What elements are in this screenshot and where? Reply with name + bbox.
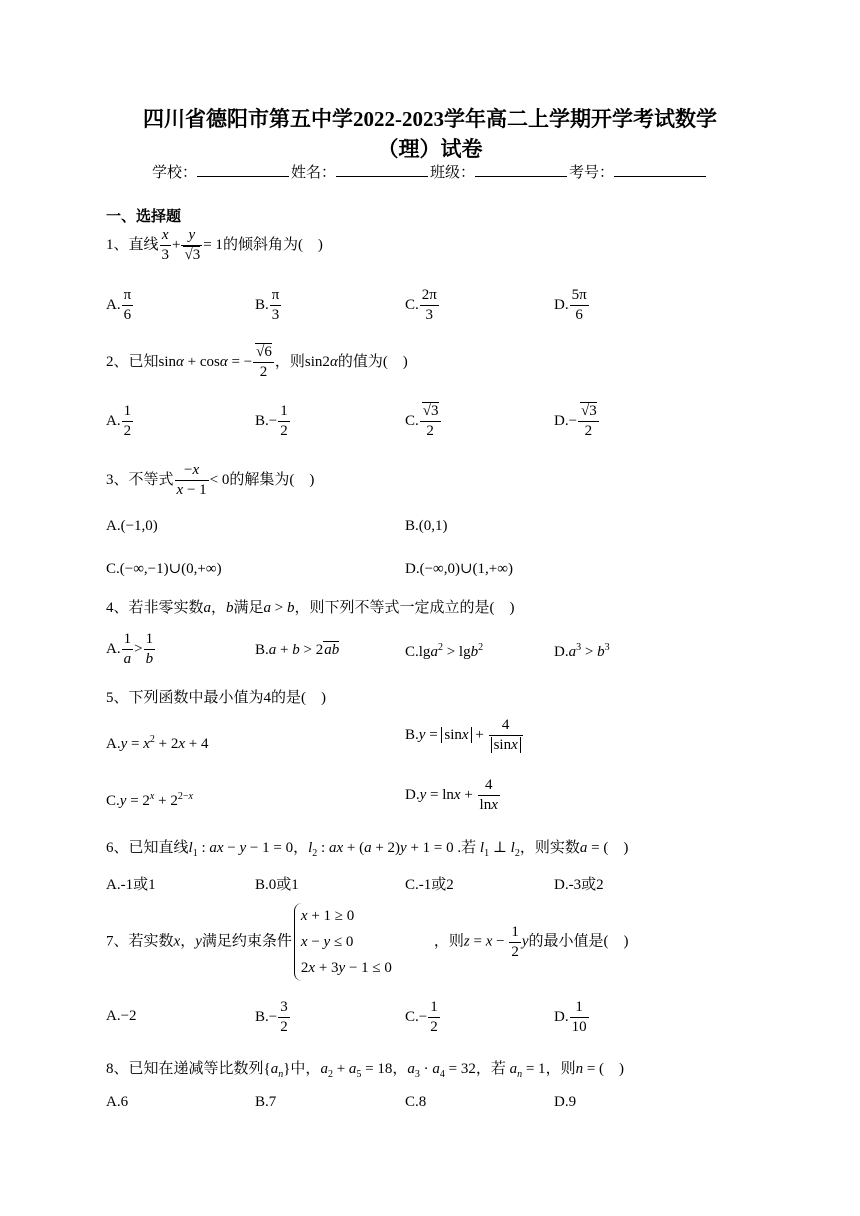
q2-option-c[interactable]: C. $\frac{√3}{2}$ [405, 403, 439, 439]
q2-option-b[interactable]: B.− $\frac{1}{2}$ [255, 403, 288, 439]
student-info-line [0, 161, 860, 182]
question-6: 6、已知直线$l_1$ : ax − y − 1 = 0，$l_2$ : ax + (a + 2)y + 1 = 0 .若 $l_1$ ⊥ $l_2$，则实数a = ( ) [106, 840, 629, 859]
q4-option-c[interactable]: C.lga$^2$ > lgb$^2$ [405, 642, 484, 660]
q3-option-c[interactable]: C.(−∞,−1)∪(0,+∞) [106, 561, 222, 577]
q1-option-b[interactable]: B. $\frac{\pi}{3}$ [255, 287, 280, 323]
question-1: 1、直线 $\frac{x}{3}$ + $\frac{y}{√3}$ = 1的倾斜角为( ) [106, 227, 323, 263]
question-2: 2、已知sinα + cosα = − $\frac{√6}{2}$ ，则sin2α的值为( ) [106, 344, 408, 380]
q6-option-b[interactable]: B.0或1 [255, 877, 299, 893]
q2-option-a[interactable]: A. $\frac{1}{2}$ [106, 403, 132, 439]
question-7: 7、若实数x，y满足约束条件 x + 1 ≥ 0 x − y ≤ 0 2x + 3y − 1 ≤ 0 ，则z = x − $\frac{1}{2}$ y的最小值是( ) [106, 903, 629, 981]
q6-option-c[interactable]: C.-1或2 [405, 877, 454, 893]
q8-option-d[interactable]: D.9 [554, 1094, 577, 1110]
q1-option-a[interactable]: A. $\frac{\pi}{6}$ [106, 287, 132, 323]
question-3: 3、不等式 $\frac{-x}{x - 1}$ < 0的解集为( ) [106, 462, 315, 498]
q7-option-c[interactable]: C.− $\frac{1}{2}$ [405, 999, 438, 1035]
q1-option-d[interactable]: D. $\frac{5\pi}{6}$ [554, 287, 587, 323]
question-8: 8、已知在递减等比数列$\{a_n\}$中，$a_2 + a_5 = 18$，$a_3 \cdot a_4 = 32$，若 $a_n = 1$，则n = ( ) [106, 1061, 625, 1080]
school-label: 学校： [151, 165, 197, 181]
q7-option-a[interactable]: A.−2 [106, 1008, 137, 1024]
q8-option-a[interactable]: A.6 [106, 1094, 129, 1110]
class-blank[interactable] [475, 163, 567, 177]
exam-title: 四川省德阳市第五中学2022-2023学年高二上学期开学考试数学 [143, 107, 717, 131]
name-blank[interactable] [336, 163, 428, 177]
number-label: 考号： [569, 165, 615, 181]
q3-option-b[interactable]: B.(0,1) [405, 518, 448, 534]
q6-option-d[interactable]: D.-3或2 [554, 877, 604, 893]
q6-option-a[interactable]: A.-1或1 [106, 877, 156, 893]
q1-option-c[interactable]: C. $\frac{2\pi}{3}$ [405, 287, 437, 323]
exam-title-subtitle: （理）试卷 [377, 137, 483, 161]
q4-option-b[interactable]: B.a + b > 2ab [255, 642, 340, 658]
question-5: 5、下列函数中最小值为4的是( ) [106, 690, 326, 706]
q4-option-d[interactable]: $D.a^3 > b^3$ [554, 642, 610, 660]
q7-option-b[interactable]: B.− $\frac{3}{2}$ [255, 999, 288, 1035]
q3-option-a[interactable]: A.(−1,0) [106, 518, 158, 534]
q4-option-a[interactable]: A. $\frac{1}{a}$ > $\frac{1}{b}$ [106, 631, 154, 667]
q2-option-d[interactable]: D.− $\frac{√3}{2}$ [554, 403, 597, 439]
section-heading: 一、选择题 [106, 209, 182, 225]
school-blank[interactable] [197, 163, 289, 177]
q7-option-d[interactable]: D. $\frac{1}{10}$ [554, 999, 587, 1035]
class-label: 班级： [430, 165, 476, 181]
number-blank[interactable] [614, 163, 706, 177]
question-4: 4、若非零实数a，b满足a > b，则下列不等式一定成立的是( ) [106, 600, 515, 616]
name-label: 姓名： [290, 165, 336, 181]
q8-option-b[interactable]: B.7 [255, 1094, 277, 1110]
q8-option-c[interactable]: C.8 [405, 1094, 427, 1110]
q5-option-d[interactable]: D.y = lnx + $\frac{4}{\ln x}$ [405, 777, 498, 813]
q5-option-c[interactable]: $C.y = 2^x + 2^{2-x}$ [106, 791, 193, 809]
q5-option-b[interactable]: B.y = sinx + $\frac{4}{\sin x}$ [405, 716, 524, 755]
q5-option-a[interactable]: $A.y = x^2 + 2x + 4$ [106, 734, 209, 752]
q3-option-d[interactable]: D.(−∞,0)∪(1,+∞) [405, 561, 513, 577]
